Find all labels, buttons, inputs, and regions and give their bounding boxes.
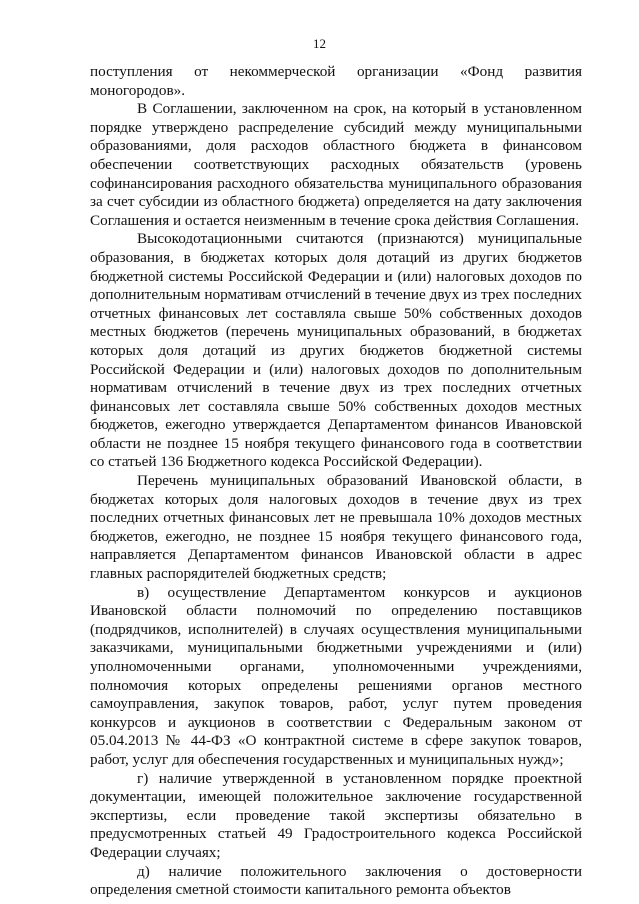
- list-item-d: д) наличие положительного заключения о достоверности определения сметной стоимости капитального ремонта объектов: [90, 862, 582, 899]
- page-body: [90, 63, 582, 900]
- list-item-g: г) наличие утвержденной в установленном порядке проектной документации, имеющей положительное заключение государственной экспертизы, если проведение такой экспертизы обязательно в предусмотренных статьей 49 Градостроительного кодекса Российской Федерации случаях;: [90, 769, 582, 861]
- paragraph-highly-subsidized: Высокодотационными считаются (признаются) муниципальные образования, в бюджетах которых доля дотаций из других бюджетов бюджетной системы Российской Федерации и (или) налоговых доходов по дополнительным нормативам отчислений в течение двух из трех последних отчетных финансовых лет составляла свыше 50% собственных доходов местных бюджетов (перечень муниципальных образований, в бюджетах которых доля дотаций из других бюджетов бюджетной системы Российской Федерации и (или) налоговых доходов по дополнительным нормативам отчислений в течение двух из трех последних отчетных финансовых лет составляла свыше 50% собственных доходов местных бюджетов, ежегодно утверждается Департаментом финансов Ивановской области не позднее 15 ноября текущего финансового года в соответствии со статьей 136 Бюджетного кодекса Российской Федерации).: [90, 230, 582, 471]
- paragraph-municipalities-list: Перечень муниципальных образований Ивановской области, в бюджетах которых доля налоговых доходов в течение двух из трех последних отчетных финансовых лет не превышала 10% доходов местных бюджетов, ежегодно, не позднее 15 ноября текущего финансового года, направляется Департаментом финансов Ивановской области в адрес главных распорядителей бюджетных средств;: [90, 472, 582, 583]
- paragraph-continuation: поступления от некоммерческой организации «Фонд развития моногородов».: [90, 63, 582, 99]
- paragraph-agreement: В Соглашении, заключенном на срок, на который в установленном порядке утверждено распределение субсидий между муниципальными образованиями, доля расходов областного бюджета в финансовом обеспечении соответствующих расходных обязательств (уровень софинансирования расходного обязательства муниципального образования за счет субсидии из областного бюджета) определяется на дату заключения Соглашения и остается неизменным в течение срока действия Соглашения.: [90, 100, 582, 229]
- list-item-v: в) осуществление Департаментом конкурсов и аукционов Ивановской области полномочий по определению поставщиков (подрядчиков, исполнителей) в случаях осуществления муниципальными заказчиками, муниципальными бюджетными учреждениями и (или) уполномоченными органами, уполномоченными учреждениями, полномочия которых определены решениями органов местного самоуправления, закупок товаров, работ, услуг путем проведения конкурсов и аукционов в соответствии с Федеральным законом от 05.04.2013 № 44-ФЗ «О контрактной системе в сфере закупок товаров, работ, услуг для обеспечения государственных и муниципальных нужд»;: [90, 583, 582, 768]
- page-number: 12: [313, 36, 326, 51]
